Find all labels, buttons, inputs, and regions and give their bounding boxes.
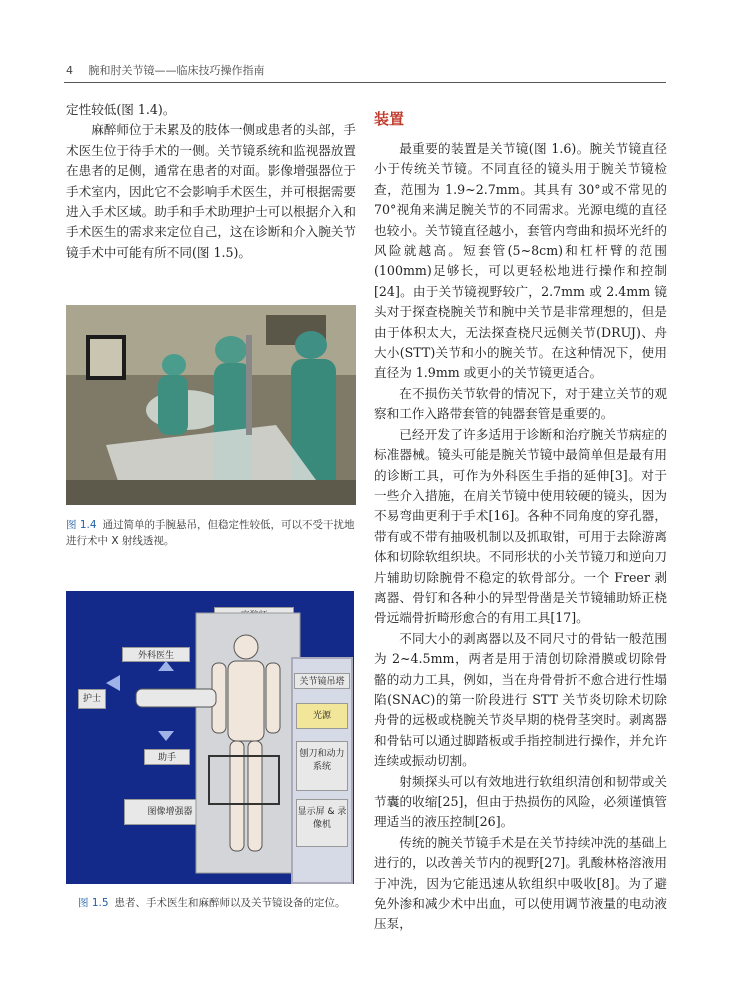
right-column [374,108,667,935]
operating-room-photo [66,305,356,505]
section-title: 装置 [374,110,405,128]
paragraph: 已经开发了许多适用于诊断和治疗腕关节病症的标准器械。镜头可能是腕关节镜中最简单但是最有用的诊断工具，可作为外科医生手指的延伸[3]。对于一些介入措施，在肩关节镜中使用较硬的镜头，因为不易弯曲更利于手术[16]。各种不同角度的穿孔器，带有或不带有抽吸机制以及抓取钳，可用于去除游离体和切除软组织块。不同形状的小关节镜刀和逆向刀片辅助切除腕骨不稳定的软骨部分。一个 Freer 剥离器、骨钉和各种小的异型骨凿是关节镜辅助矫正桡骨远端骨折畸形愈合的有用工具[17]。 [374,426,667,626]
figure-caption [78,895,358,911]
paragraph: 麻醉师位于未累及的肢体一侧或患者的头部，手术医生位于待手术的一侧。关节镜系统和监视器放置在患者的足侧，通常在患者的对面。影像增强器位于手术室内，因此它不会影响手术医生，并可根据需要进入手术区域。助手和手术助理护士可以根据介入和手术医生的需求来定位自己，这在诊断和介入腕关节镜手术中可能有所不同(图 1.5)。 [66,122,356,260]
caption-text: 患者、手术医生和麻醉师以及关节镜设备的定位。 [114,897,346,909]
figure-caption [66,517,356,549]
assistant-label: 助手 [144,749,190,765]
left-column [66,100,356,263]
header-rule [64,82,666,83]
paragraph: 射频探头可以有效地进行软组织清创和韧带或关节囊的收缩[25]，但由于热损伤的风险，必须谨慎管理适当的液压控制[26]。 [374,773,667,830]
monitor-label: 显示屏 & 录像机 [296,799,348,847]
tower-title: 关节镜吊塔 [294,673,350,689]
page-number: 4 [66,64,73,77]
caption-text: 通过简单的手腕悬吊，但稳定性较低，可以不受干扰地进行术中 X 射线透视。 [66,519,355,547]
nurse-label: 护士 [78,689,106,709]
paragraph: 定性较低(图 1.4)。 [66,102,176,117]
figure-label: 图 1.5 [78,897,109,909]
paragraph: 最重要的装置是关节镜(图 1.6)。腕关节镜直径小于传统关节镜。不同直径的镜头用于腕关节镜检查，范围为 1.9~2.7mm。其具有 30°或不常见的 70°视角来满足腕关节的不同需求。光源电缆的直径也较小。关节镜直径越小，套管内弯曲和损坏光纤的风险就越高。短套管(5~8cm)和杠杆臂的范围(100mm)足够长，可以更轻松地进行操作和控制[24]。由于关节镜视野较广，2.7mm 或 2.4mm 镜头对于探查桡腕关节和腕中关节是非常理想的，但是由于体积太大，无法探查桡尺远侧关节(DRUJ)、舟大小(STT)关节和小的腕关节。在这种情况下，使用直径为 1.9mm 或更小的关节镜更适合。 [374,141,667,381]
running-header [66,62,265,78]
paragraph: 不同大小的剥离器以及不同尺寸的骨钻一般范围为 2~4.5mm，两者是用于清创切除滑膜或切除骨骼的动力工具，例如，当在舟骨骨折不愈合进行性塌陷(SNAC)的第一阶段进行 STT 关节炎切除术切除舟骨的远极或桡腕关节炎早期的桡骨茎突时。剥离器和骨钻可以通过脚踏板或手指控制进行操作，并允许连续或振动切割。 [374,630,667,769]
image-intensifier-label: 图像增强器 [124,799,216,825]
light-source-label: 光源 [296,703,348,729]
paragraph: 在不损伤关节软骨的情况下，对于建立关节的观察和工作入路带套管的钝器套管是重要的。 [374,385,667,422]
operating-room-illustration [66,305,356,505]
paragraph: 传统的腕关节镜手术是在关节持续冲洗的基础上进行的，以改善关节内的视野[27]。乳酸林格溶液用于冲洗，因为它能迅速从软组织中吸收[8]。为了避免外渗和减少术中出血，可以使用调节液量的电动液压泵， [374,834,667,932]
figure-label: 图 1.4 [66,519,97,531]
positioning-diagram [66,591,354,884]
book-title: 腕和肘关节镜——临床技巧操作指南 [88,64,265,77]
surgeon-label: 外科医生 [122,647,190,662]
shaver-label: 刨刀和动力系统 [296,741,348,791]
